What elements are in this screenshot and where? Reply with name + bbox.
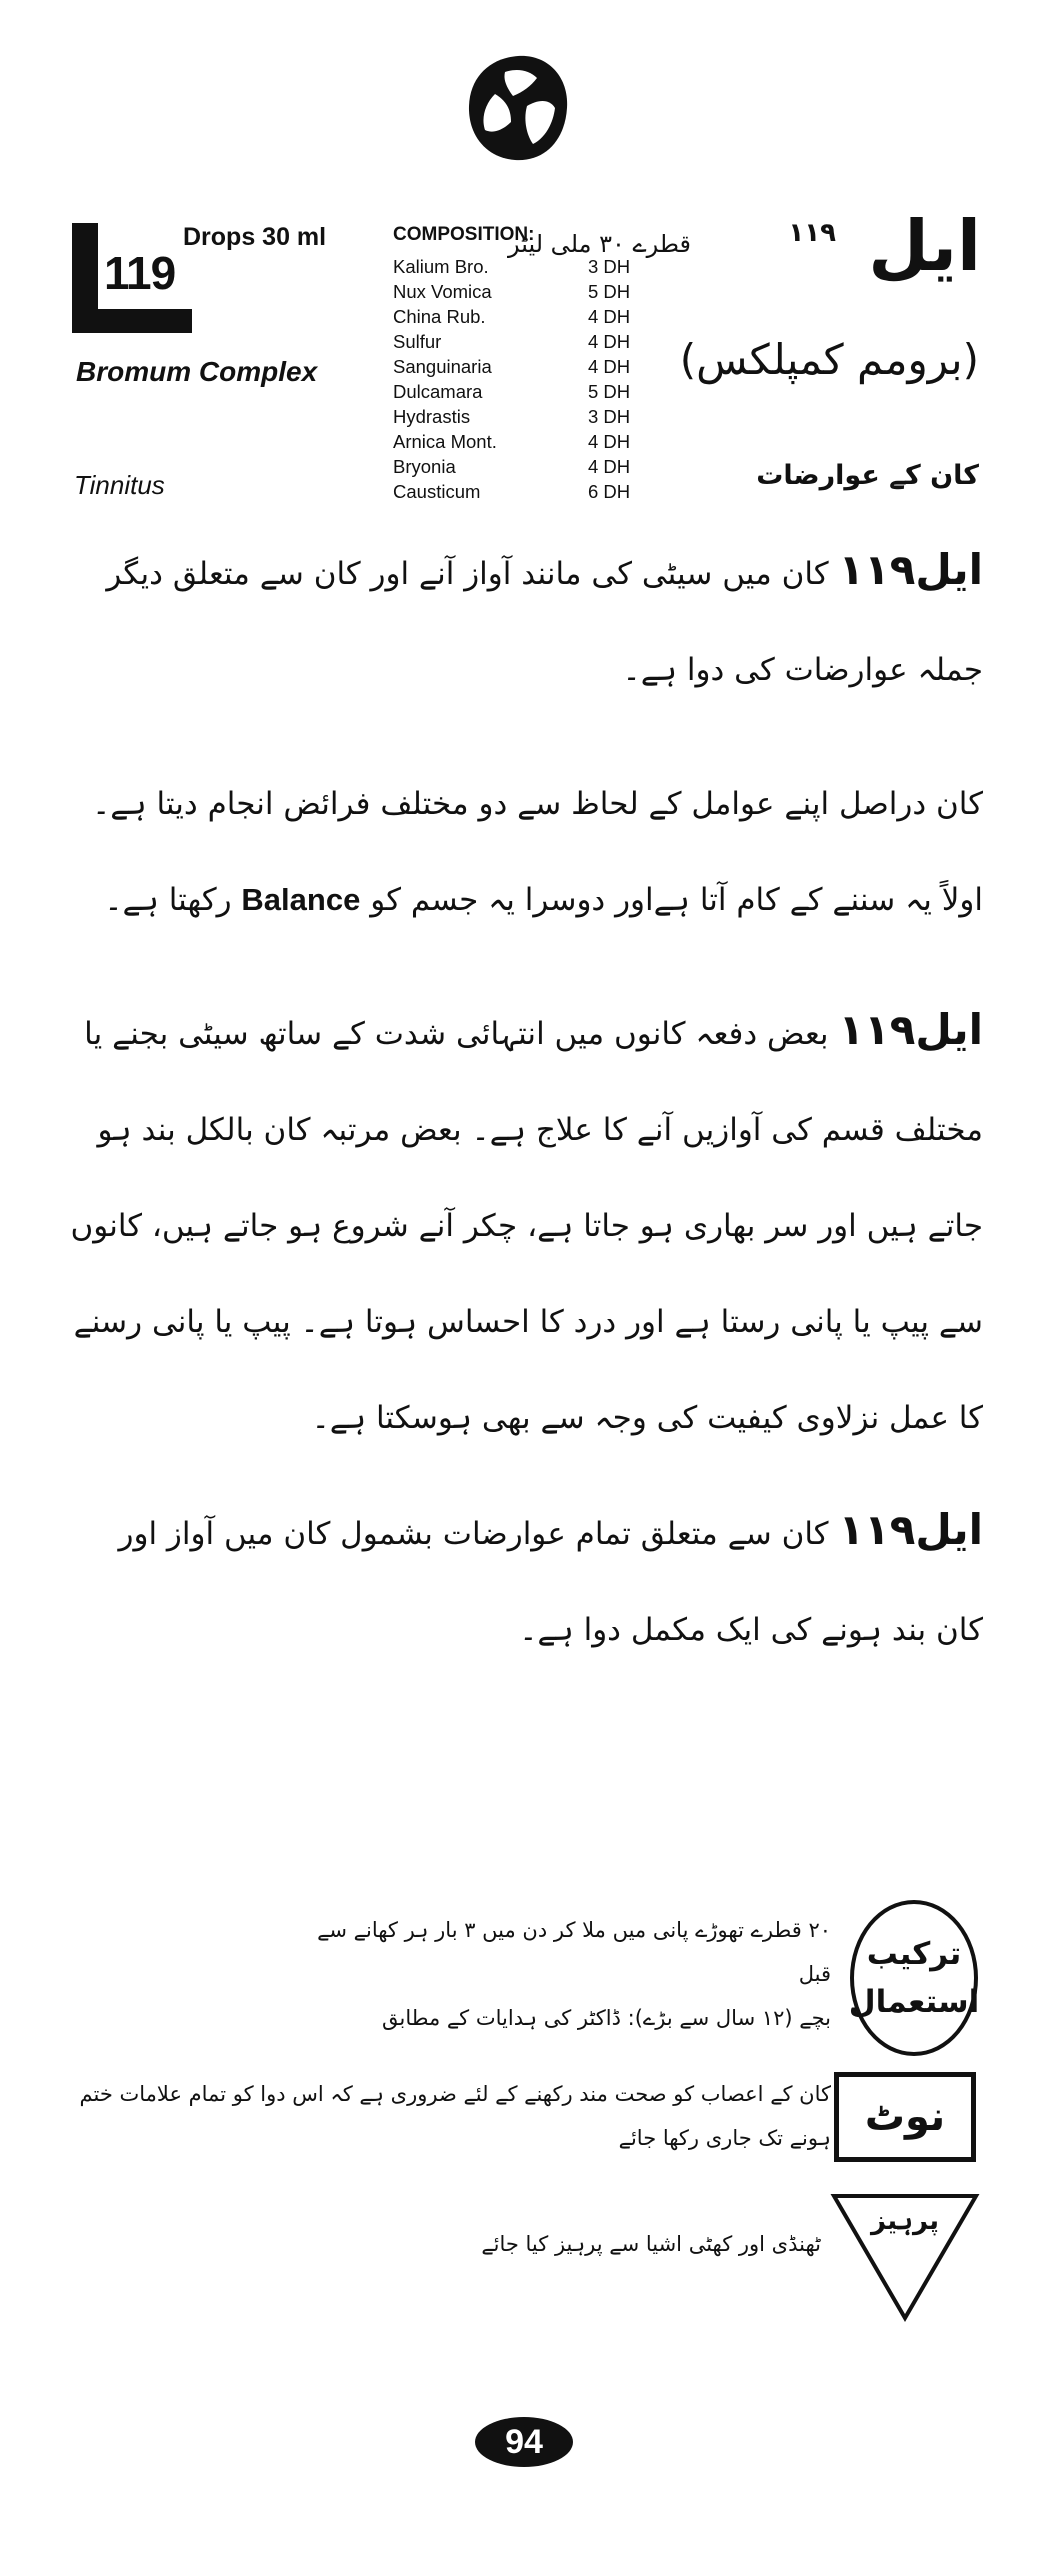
- product-code: 119: [104, 247, 176, 299]
- composition-item: Kalium Bro. 3 DH: [393, 256, 631, 277]
- composition-list: [393, 254, 643, 504]
- urdu-indication: کان کے عوارضات: [756, 460, 979, 491]
- composition-item: Hydrastis 3 DH: [393, 406, 631, 427]
- page-number: 94: [475, 2417, 573, 2467]
- composition-title: COMPOSITION:: [393, 224, 535, 245]
- urdu-product-name: (برومم کمپلکس): [679, 335, 979, 384]
- brand-inline: ایل۱۱۹: [838, 1005, 983, 1054]
- urdu-brand: ایل: [868, 205, 981, 287]
- product-name: Bromum Complex: [76, 356, 318, 387]
- composition-item: Bryonia 4 DH: [393, 456, 631, 477]
- balance-term: Balance: [241, 882, 361, 917]
- composition-item: Causticum 6 DH: [393, 481, 631, 502]
- usage-label: ترکیب استعمال: [850, 1900, 978, 2056]
- urdu-drops-volume: قطرے ۳۰ ملی لیٹر: [508, 230, 691, 258]
- avoid-label: پرہیز: [871, 2206, 939, 2236]
- note-text: کان کے اعصاب کو صحت مند رکھنے کے لئے ضروری ہے کہ اس دوا کو تمام علامات ختم ہونے تک جاری رکھا جائے: [79, 2082, 831, 2150]
- composition-item: Dulcamara 5 DH: [393, 381, 631, 402]
- indication-label: Tinnitus: [74, 470, 165, 500]
- paragraph-2: کان دراصل اپنے عوامل کے لحاظ سے دو مختلف فرائض انجام دیتا ہے۔اولاً یہ سننے کے کام آتا ہےاور دوسرا یہ جسم کو Balance رکھتا ہے۔: [92, 786, 983, 918]
- avoid-text: ٹھنڈی اور کھٹی اشیا سے پرہیز کیا جائے: [481, 2232, 821, 2256]
- brand-inline: ایل۱۱۹: [838, 1505, 983, 1554]
- composition-item: Sanguinaria 4 DH: [393, 356, 631, 377]
- composition-item: Sulfur 4 DH: [393, 331, 631, 352]
- brand-logo: [465, 52, 571, 164]
- usage-text: ۲۰ قطرے تھوڑے پانی میں ملا کر دن میں ۳ بار ہر کھانے سے قبل بچے (۱۲ سال سے بڑے): ڈاکٹر کی ہدایات کے مطابق: [317, 1918, 831, 2030]
- brand-inline: ایل۱۱۹: [838, 545, 983, 594]
- urdu-brand-number: ۱۱۹: [788, 218, 836, 248]
- paragraph-3: ایل۱۱۹ بعض دفعہ کانوں میں انتہائی شدت کے ساتھ سیٹی بجنے یا مختلف قسم کی آوازیں آنے کا علاج ہے۔ بعض مرتبہ کان بالکل بند ہو جاتے ہیں اور سر بھاری ہو جاتا ہے، چکر آنے شروع ہو جاتے ہیں، کانوں سے پیپ یا پانی رستا ہے اور درد کا احساس ہوتا ہے۔ پیپ یا پانی رسنے کا عمل نزلاوی کیفیت کی وجہ سے بھی ہوسکتا ہے۔: [70, 1005, 983, 1436]
- composition-item: China Rub. 4 DH: [393, 306, 631, 327]
- paragraph-4: ایل۱۱۹ کان سے متعلق تمام عوارضات بشمول کان میں آواز اور کان بند ہونے کی ایک مکمل دوا ہے۔: [118, 1505, 983, 1648]
- composition-item: Arnica Mont. 4 DH: [393, 431, 631, 452]
- drops-volume: Drops 30 ml: [183, 223, 327, 251]
- paragraph-1: ایل۱۱۹ کان میں سیٹی کی مانند آواز آنے اور کان سے متعلق دیگر جملہ عوارضات کی دوا ہے۔: [106, 545, 983, 688]
- note-label: نوٹ: [834, 2072, 976, 2162]
- composition-item: Nux Vomica 5 DH: [393, 281, 631, 302]
